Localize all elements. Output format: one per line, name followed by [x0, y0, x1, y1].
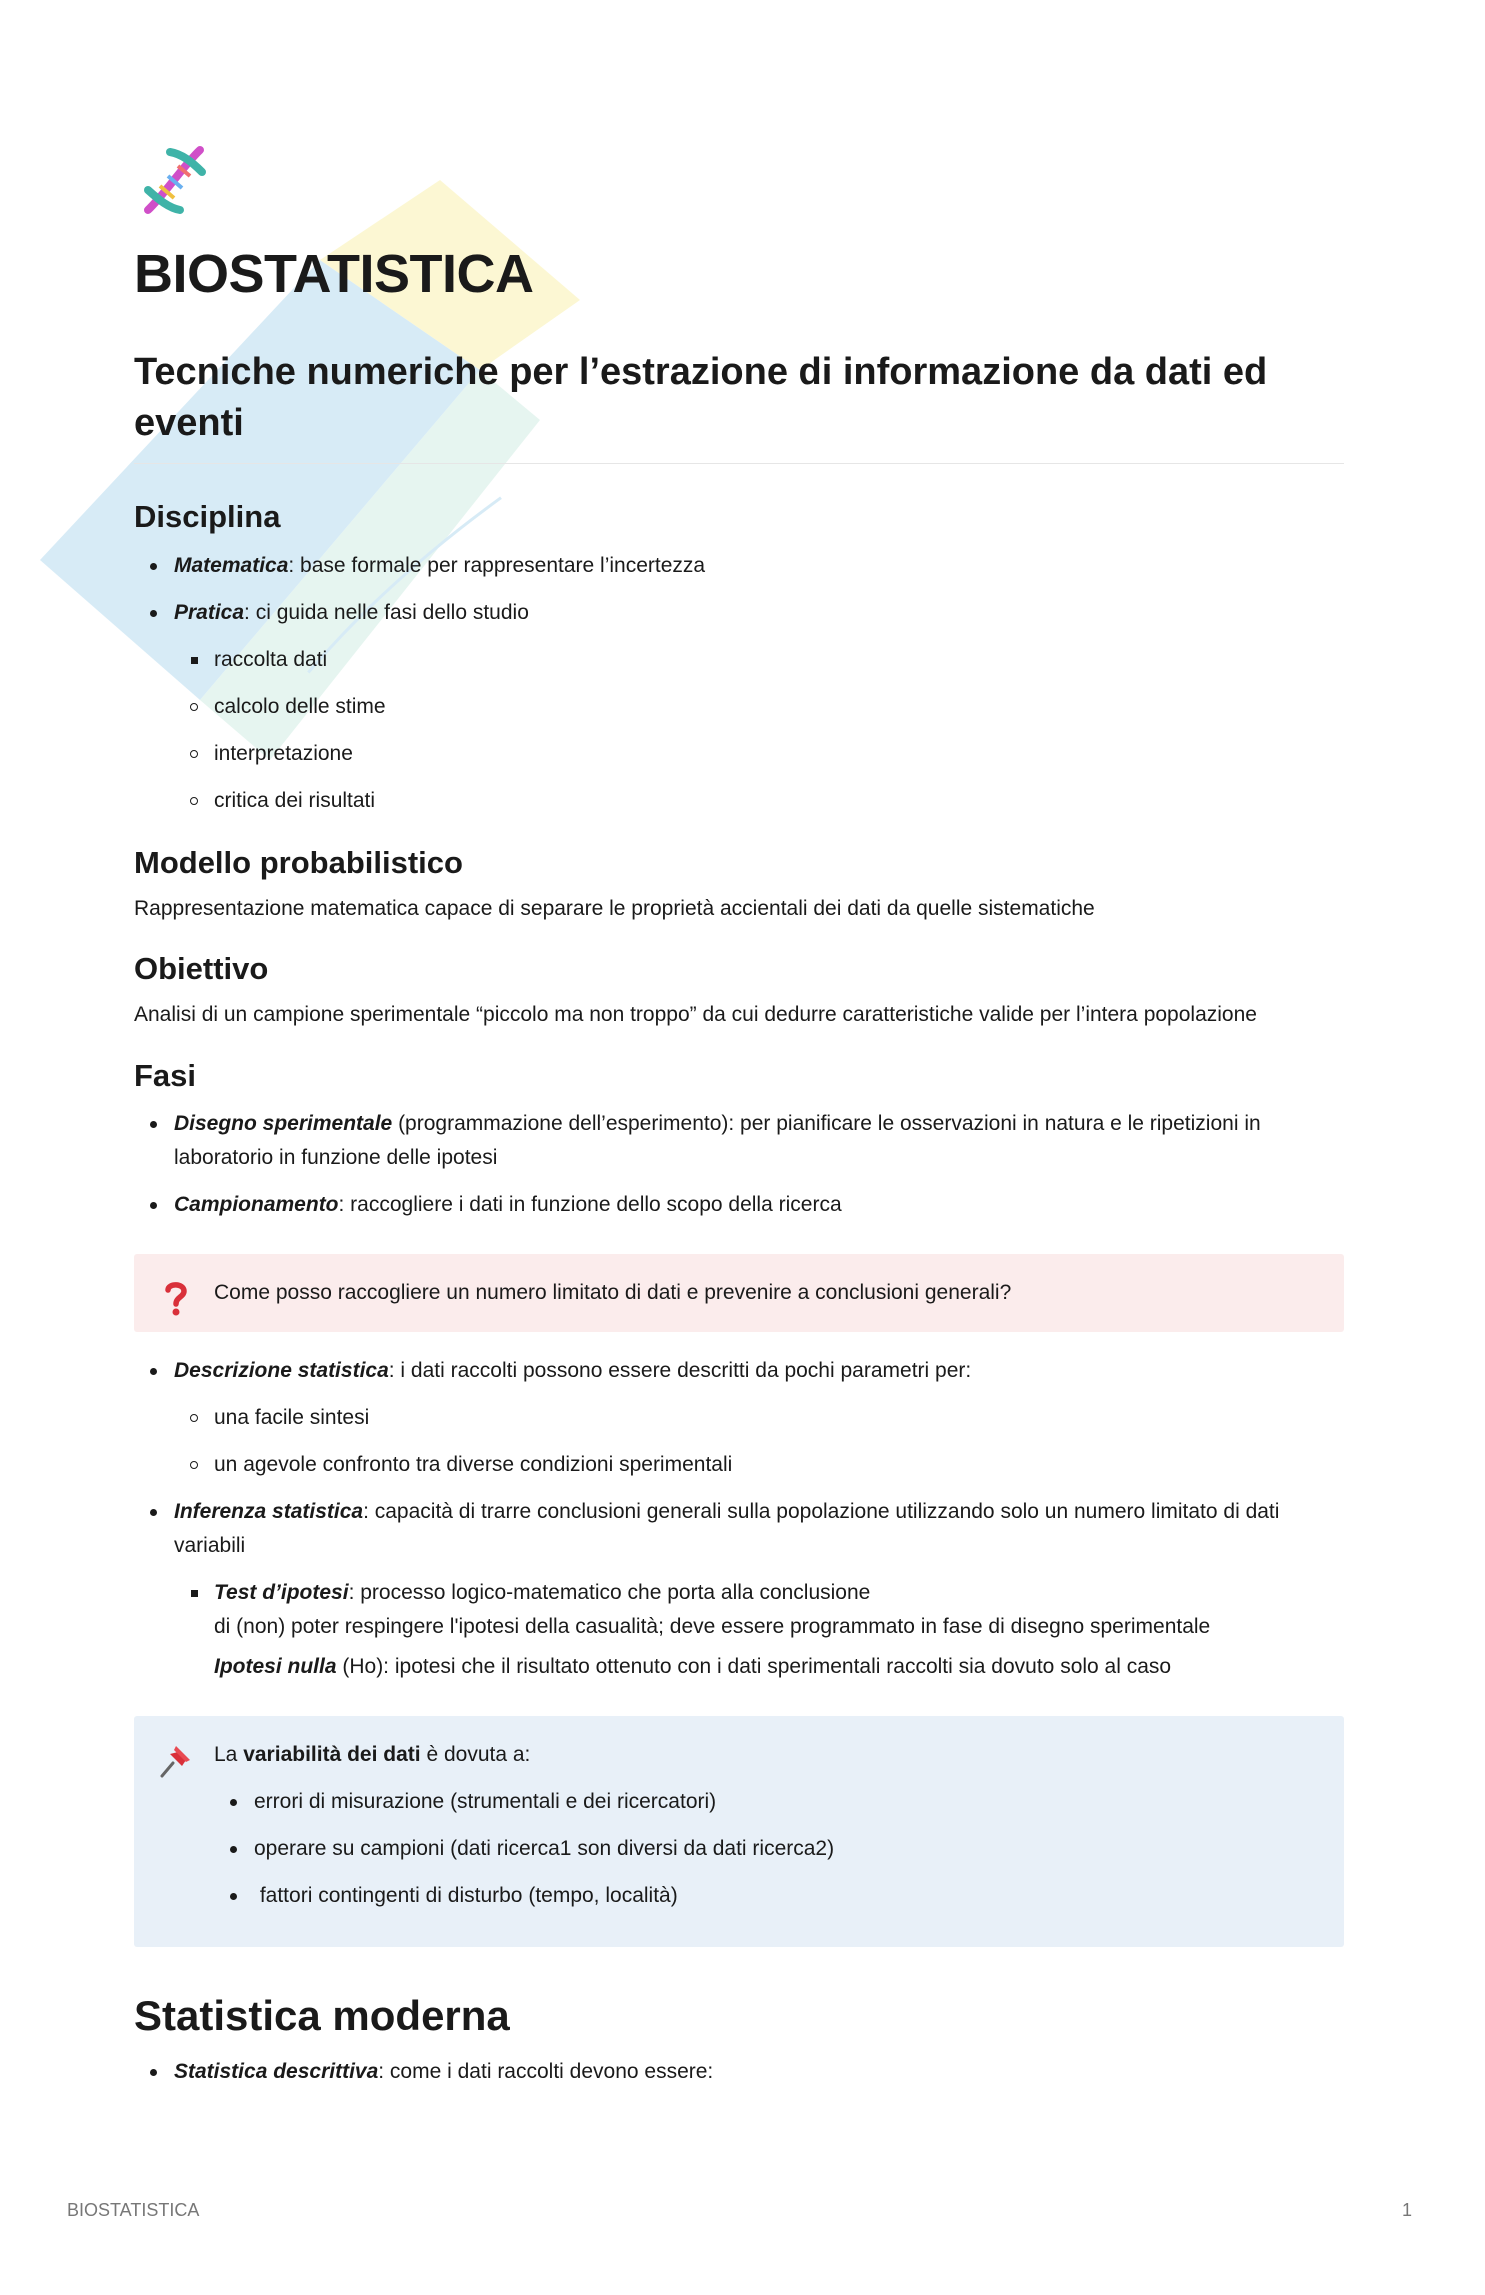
heading-disciplina: Disciplina	[134, 499, 281, 535]
disciplina-sublist	[174, 690, 1344, 818]
list-item: Inferenza statistica: capacità di trarre conclusioni generali sulla popolazione utilizzando solo un numero limitato di dati variabili Test d’ipotesi: processo logico-matematico che porta alla conclusione di (non) poter respingere l'ipotesi della casualità; deve essere programmato in fase di disegno sperimentale Ipotesi nulla (Ho): ipotesi che il risultato ottenuto con i dati sperimentali raccolti sia dovuto solo al caso	[134, 1495, 1344, 1684]
list-item: Matematica: base formale per rappresentare l’incertezza	[134, 549, 1344, 583]
list-item: fattori contingenti di disturbo (tempo, località)	[214, 1879, 1320, 1913]
list-item: Campionamento: raccogliere i dati in funzione dello scopo della ricerca	[134, 1188, 1344, 1222]
heading-statistica-moderna: Statistica moderna	[134, 1992, 510, 2040]
footer-title: BIOSTATISTICA	[67, 2200, 200, 2220]
heading-obiettivo: Obiettivo	[134, 951, 269, 987]
list-item: Statistica descrittiva: come i dati raccolti devono essere:	[134, 2055, 1344, 2089]
paragraph-modello: Rappresentazione matematica capace di separare le proprietà accientali dei dati da quelle sistematiche	[134, 896, 1095, 920]
divider	[134, 463, 1344, 464]
list-item: critica dei risultati	[174, 784, 1344, 818]
statistica-moderna-list	[134, 2055, 1344, 2089]
question-callout	[134, 1254, 1344, 1332]
list-item: raccolta dati	[174, 643, 1344, 677]
list-item: Test d’ipotesi: processo logico-matematico che porta alla conclusione di (non) poter respingere l'ipotesi della casualità; deve essere programmato in fase di disegno sperimentale Ipotesi nulla (Ho): ipotesi che il risultato ottenuto con i dati sperimentali raccolti sia dovuto solo al caso	[174, 1576, 1344, 1684]
page-footer	[67, 2200, 1412, 2221]
question-icon	[156, 1278, 196, 1318]
heading-fasi: Fasi	[134, 1057, 197, 1093]
page-title: BIOSTATISTICA	[134, 244, 534, 304]
list-item: Descrizione statistica: i dati raccolti possono essere descritti da pochi parametri per: una facile sintesi un agevole confronto tra diverse condizioni sperimentali	[134, 1354, 1344, 1482]
page-subtitle: Tecniche numeriche per l’estrazione di informazione da dati ed eventi	[134, 350, 1268, 445]
fasi-list-continued	[134, 1354, 1344, 1684]
list-item: interpretazione	[174, 737, 1344, 771]
question-text: Come posso raccogliere un numero limitato di dati e prevenire a conclusioni generali?	[214, 1281, 1012, 1305]
disciplina-list	[134, 549, 1344, 818]
list-item: operare su campioni (dati ricerca1 son diversi da dati ricerca2)	[214, 1832, 1320, 1866]
heading-modello: Modello probabilistico	[134, 844, 463, 880]
list-item: un agevole confronto tra diverse condizioni sperimentali	[174, 1448, 1344, 1482]
null-hypothesis-note: Ipotesi nulla (Ho): ipotesi che il risultato ottenuto con i dati sperimentali raccolti sia dovuto solo al caso	[214, 1655, 1172, 1679]
dna-icon	[134, 140, 214, 220]
page-number: 1	[1401, 2200, 1412, 2220]
variability-list	[214, 1785, 1320, 1913]
list-item: errori di misurazione (strumentali e dei ricercatori)	[214, 1785, 1320, 1819]
list-item: Pratica: ci guida nelle fasi dello studio raccolta dati calcolo delle stime interpretazione critica dei risultati	[134, 596, 1344, 818]
paragraph-obiettivo: Analisi di un campione sperimentale “piccolo ma non troppo” da cui dedurre caratteristiche valide per l’intera popolazione	[134, 1003, 1257, 1027]
inferenza-sublist	[174, 1576, 1344, 1684]
document-body	[134, 140, 1344, 2089]
variability-callout	[134, 1716, 1344, 1947]
list-item: calcolo delle stime	[174, 690, 1344, 724]
list-item: una facile sintesi	[174, 1401, 1344, 1435]
disciplina-sublist	[174, 643, 1344, 677]
list-item: Disegno sperimentale (programmazione dell’esperimento): per pianificare le osservazioni in natura e le ripetizioni in laboratorio in funzione delle ipotesi	[134, 1107, 1344, 1175]
descrizione-sublist	[174, 1401, 1344, 1482]
variability-intro: La variabilità dei dati è dovuta a:	[214, 1743, 531, 1767]
pushpin-icon	[156, 1740, 196, 1780]
fasi-list	[134, 1107, 1344, 1222]
